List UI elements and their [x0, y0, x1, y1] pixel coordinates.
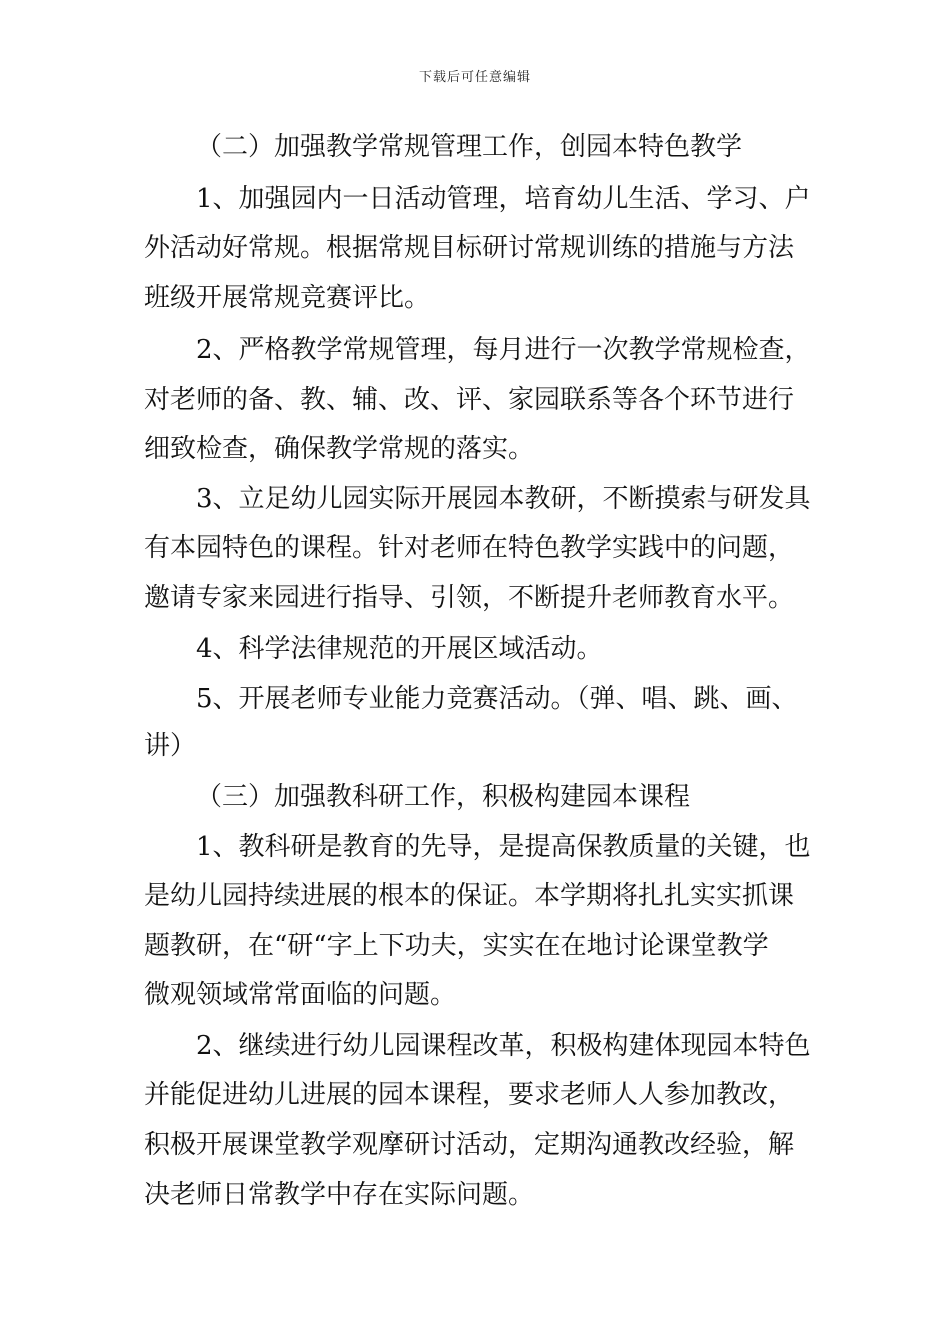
paragraph-line: 积极开展课堂教学观摩研讨活动，定期沟通教改经验，解 — [144, 1130, 795, 1160]
paragraph-line: 决老师日常教学中存在实际问题。 — [144, 1180, 535, 1210]
paragraph-line: 4、科学法律规范的开展区域活动。 — [196, 634, 603, 664]
paragraph-line: 2、严格教学常规管理，每月进行一次教学常规检查， — [196, 335, 811, 365]
paragraph-line: 1、加强园内一日活动管理，培育幼儿生活、学习、户 — [196, 184, 811, 214]
paragraph-line: 3、立足幼儿园实际开展园本教研，不断摸索与研发具 — [196, 484, 811, 514]
section-heading-3: （三）加强教科研工作，积极构建园本课程 — [196, 782, 691, 812]
paragraph-line: 有本园特色的课程。针对老师在特色教学实践中的问题， — [144, 533, 795, 563]
paragraph-line: 并能促进幼儿进展的园本课程，要求老师人人参加教改， — [144, 1080, 795, 1110]
section-heading-2: （二）加强教学常规管理工作，创园本特色教学 — [196, 132, 743, 162]
paragraph-line: 题教研，在“研“字上下功夫，实实在在地讨论课堂教学 — [144, 931, 769, 961]
paragraph-line: 1、教科研是教育的先导，是提高保教质量的关键，也 — [196, 832, 811, 862]
paragraph-line: 讲） — [144, 731, 197, 761]
paragraph-line: 细致检查，确保教学常规的落实。 — [144, 434, 535, 464]
paragraph-line: 是幼儿园持续进展的根本的保证。本学期将扎扎实实抓课 — [144, 881, 795, 911]
page-header: 下载后可任意编辑 — [418, 70, 531, 85]
paragraph-line: 外活动好常规。根据常规目标研讨常规训练的措施与方法 — [144, 233, 795, 263]
paragraph-line: 微观领域常常面临的问题。 — [144, 980, 457, 1010]
paragraph-line: 2、继续进行幼儿园课程改革，积极构建体现园本特色 — [196, 1031, 811, 1061]
paragraph-line: 邀请专家来园进行指导、引领，不断提升老师教育水平。 — [144, 583, 795, 613]
paragraph-line: 班级开展常规竞赛评比。 — [144, 283, 431, 313]
paragraph-line: 对老师的备、教、辅、改、评、家园联系等各个环节进行 — [144, 385, 795, 415]
paragraph-line: 5、开展老师专业能力竞赛活动。（弹、唱、跳、画、 — [196, 684, 798, 714]
